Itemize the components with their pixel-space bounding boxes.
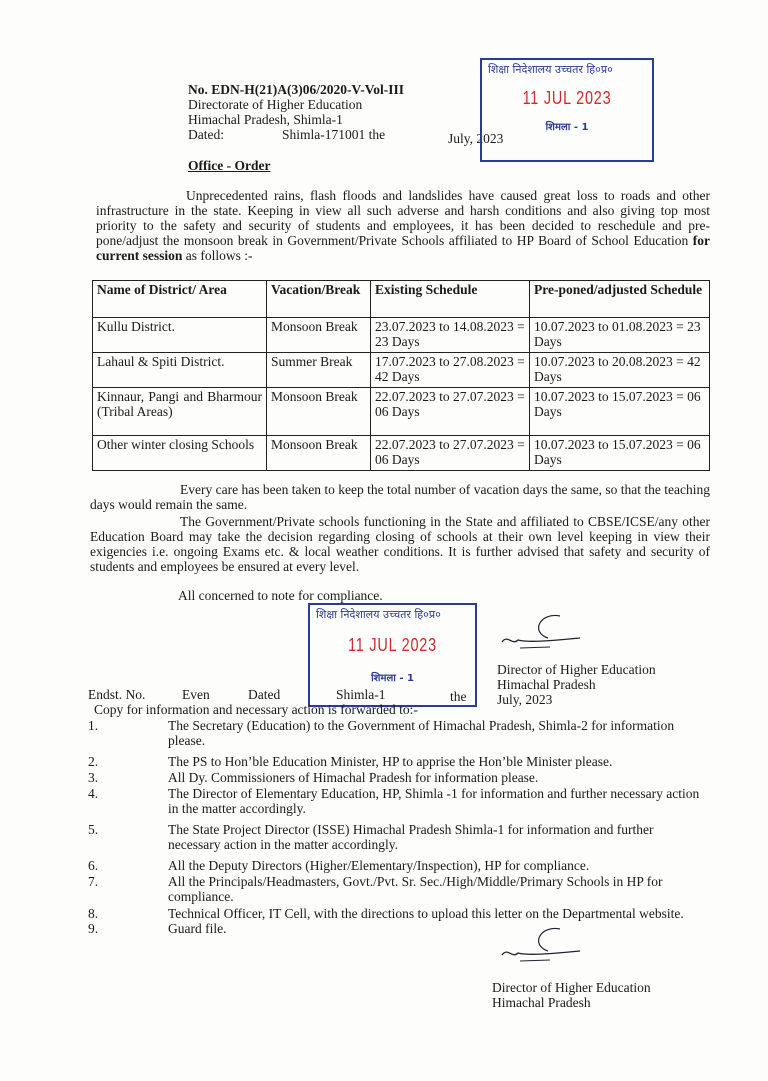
signature-image-2 (500, 925, 590, 965)
cell-existing: 22.07.2023 to 27.07.2023 = 06 Days (371, 388, 530, 436)
list-item: 6. All the Deputy Directors (Higher/Elementary/Inspection), HP for compliance. (88, 858, 590, 873)
endst-place: Shimla-1 (336, 687, 386, 702)
schedule-table (92, 280, 710, 471)
header-district: Name of District/ Area (93, 281, 267, 318)
signatory-date: July, 2023 (497, 692, 553, 707)
header-adjusted: Pre-poned/adjusted Schedule (530, 281, 710, 318)
list-item: 7. All the Principals/Headmasters, Govt./Pvt. Sr. Sec./High/Middle/Primary Schools in HP for compliance. (88, 874, 663, 904)
table-header-row (93, 281, 710, 318)
table-row (93, 353, 710, 388)
paragraph-other-boards: The Government/Private schools functioning in the State and affiliated to CBSE/ICSE/any other Education Board may take the decision regarding closing of schools at their own level keeping in view their exigencies i.e. ongoing Exams etc. & local weather conditions. It is further advised that safety and security of students and employees be ensured at every level. (90, 514, 710, 574)
list-item: 3. All Dy. Commissioners of Himachal Pradesh for information please. (88, 770, 539, 785)
stamp-top-text: शिक्षा निदेशालय उच्चतर हि०प्र० (316, 608, 441, 621)
cell-district: Lahaul & Spiti District. (93, 353, 267, 388)
signatory-state-2: Himachal Pradesh (492, 995, 591, 1010)
endst-the: the (450, 689, 467, 704)
cell-existing: 23.07.2023 to 14.08.2023 = 23 Days (371, 318, 530, 353)
table-row (93, 318, 710, 353)
signature-image (500, 612, 590, 652)
stamp-bottom-text: शिमला - 1 (371, 673, 414, 684)
cell-existing: 17.07.2023 to 27.08.2023 = 42 Days (371, 353, 530, 388)
cell-vacation: Monsoon Break (267, 388, 371, 436)
signatory-title: Director of Higher Education (497, 662, 656, 677)
signatory-state: Himachal Pradesh (497, 677, 596, 692)
table-row (93, 388, 710, 436)
cell-adjusted: 10.07.2023 to 15.07.2023 = 06 Days (530, 388, 710, 436)
cell-district: Kullu District. (93, 318, 267, 353)
intro-paragraph: Unprecedented rains, flash floods and landslides have caused great loss to roads and other infrastructure in the state. Keeping in view all such adverse and harsh conditions and also giving top most priority to the safety and security of students and employees, it has been decided to reschedule and pre-pone/adjust the monsoon break in Government/Private Schools affiliated to HP Board of School Education for current session as follows :- (96, 188, 710, 263)
cell-vacation: Monsoon Break (267, 318, 371, 353)
paragraph-compliance: All concerned to note for compliance. (178, 588, 383, 603)
endst-even: Even (182, 687, 210, 702)
cell-vacation: Monsoon Break (267, 436, 371, 471)
cell-vacation: Summer Break (267, 353, 371, 388)
office-address: Himachal Pradesh, Shimla-1 (188, 112, 343, 127)
received-stamp (480, 58, 654, 162)
list-item: 1. The Secretary (Education) to the Government of Himachal Pradesh, Shimla-2 for information please. (88, 718, 675, 748)
cell-district: Other winter closing Schools (93, 436, 267, 471)
cell-adjusted: 10.07.2023 to 01.08.2023 = 23 Days (530, 318, 710, 353)
cell-existing: 22.07.2023 to 27.07.2023 = 06 Days (371, 436, 530, 471)
endst-no: Endst. No. (88, 687, 146, 702)
stamp-bottom-text: शिमला - 1 (545, 122, 589, 133)
dated-month: July, 2023 (448, 131, 504, 146)
endst-dated: Dated (248, 687, 281, 702)
stamp-top-text: शिक्षा निदेशालय उच्चतर हि०प्र० (488, 63, 613, 76)
dated-place: Shimla-171001 the (282, 127, 386, 142)
cell-adjusted: 10.07.2023 to 15.07.2023 = 06 Days (530, 436, 710, 471)
list-item: 5. The State Project Director (ISSE) Himachal Pradesh Shimla-1 for information and further necessary action in the matter accordingly. (88, 822, 654, 852)
list-item: 8. Technical Officer, IT Cell, with the directions to upload this letter on the Departmental website. (88, 906, 684, 921)
page-title: Office - Order (188, 158, 271, 173)
header-vacation: Vacation/Break (267, 281, 371, 318)
cell-district: Kinnaur, Pangi and Bharmour (Tribal Areas) (93, 388, 267, 436)
list-item: 2. The PS to Hon’ble Education Minister, HP to apprise the Hon’ble Minister please. (88, 754, 613, 769)
stamp-date: 11 JUL 2023 (522, 88, 612, 108)
copy-forward-line: Copy for information and necessary action is forwarded to:- (94, 702, 418, 717)
office-name: Directorate of Higher Education (188, 97, 363, 112)
reference-number: No. EDN-H(21)A(3)06/2020-V-Vol-III (188, 82, 404, 97)
dated-label: Dated: (188, 127, 224, 142)
cell-adjusted: 10.07.2023 to 20.08.2023 = 42 Days (530, 353, 710, 388)
header-existing: Existing Schedule (371, 281, 530, 318)
paragraph-vacation-days: Every care has been taken to keep the total number of vacation days the same, so that the teaching days would remain the same. (90, 482, 710, 512)
list-item: 4. The Director of Elementary Education, HP, Shimla -1 for information and further necessary action in the matter accordingly. (88, 786, 700, 816)
stamp-date: 11 JUL 2023 (348, 635, 437, 655)
list-item: 9. Guard file. (88, 921, 227, 936)
table-row (93, 436, 710, 471)
signatory-title-2: Director of Higher Education (492, 980, 651, 995)
